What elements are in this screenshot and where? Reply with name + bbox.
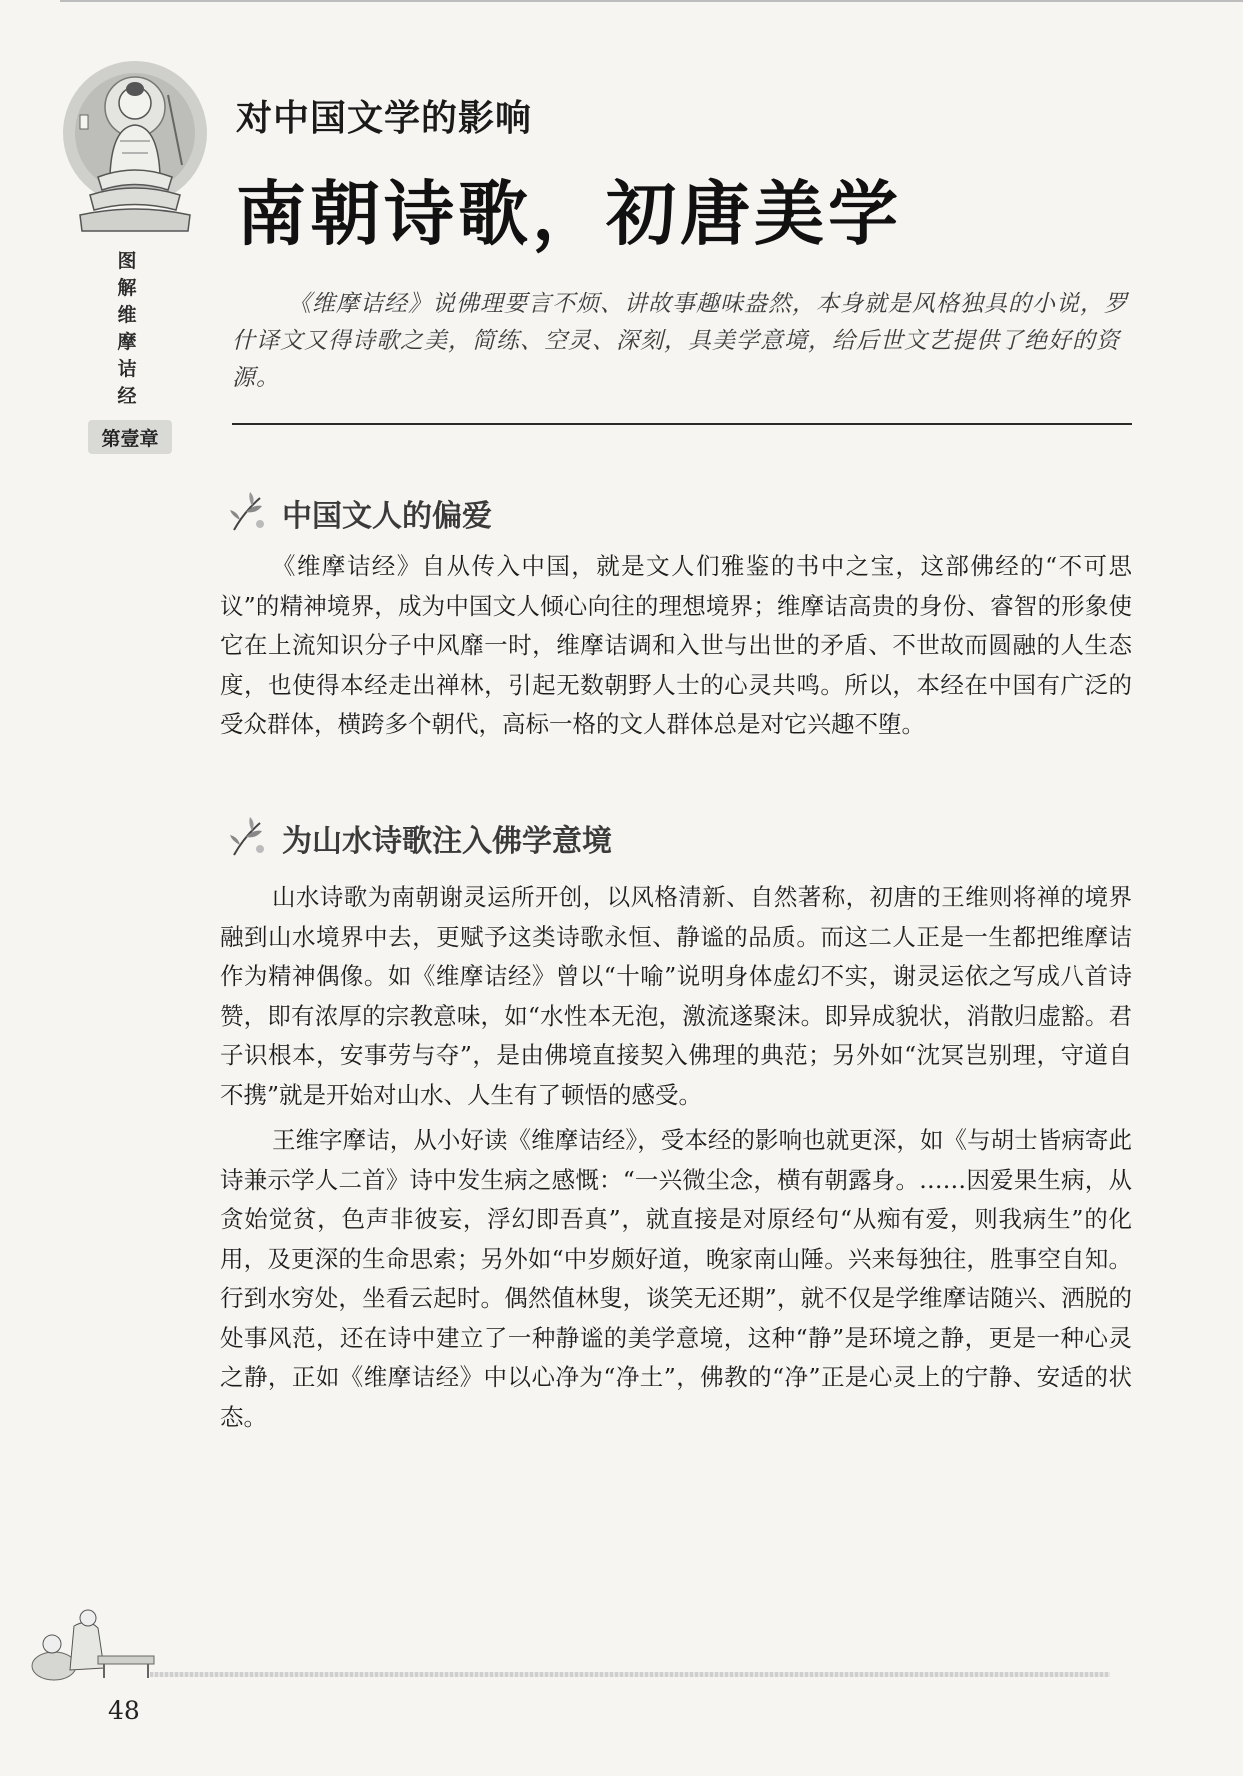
series-char: 维 [117,304,137,326]
scholar-illustration-icon [14,1596,164,1686]
section-heading-2 [226,815,612,861]
section-kicker: 对中国文学的影响 [236,98,533,139]
series-char: 诘 [117,358,137,380]
paragraph: 王维字摩诘，从小好读《维摩诘经》，受本经的影响也就更深，如《与胡士皆病寄此诗兼示学人二首》诗中发生病之感慨：“一兴微尘念，横有朝露身。……因爱果生病，从贪始觉贫，色声非彼妄，浮幻即吾真”，就直接是对原经句“从痴有爱，则我病生”的化用，及更深的生命思索；另外如“中岁颇好道，晚家南山陲。兴来每独往，胜事空自知。行到水穷处，坐看云起时。偶然值林叟，谈笑无还期”，就不仅是学维摩诘随兴、洒脱的处事风范，还在诗中建立了一种静谧的美学意境，这种“静”是环境之静，更是一种心灵之静，正如《维摩诘经》中以心净为“净土”，佛教的“净”正是心灵上的宁静、安适的状态。 [220,1126,1132,1431]
section-heading-1 [226,490,492,536]
series-char: 解 [117,277,137,299]
section-1-body [220,547,1132,745]
series-char: 摩 [117,331,137,353]
section-heading-label: 为山水诗歌注入佛学意境 [282,824,612,859]
footer-rule [150,1672,1110,1677]
paragraph: 《维摩诘经》自从传入中国，就是文人们雅鉴的书中之宝，这部佛经的“不可思议”的精神境界，成为中国文人倾心向往的理想境界；维摩诘高贵的身份、睿智的形象使它在上流知识分子中风靡一时，维摩诘调和入世与出世的矛盾、不世故而圆融的人生态度，也使得本经走出禅林，引起无数朝野人士的心灵共鸣。所以，本经在中国有广泛的受众群体，横跨多个朝代，高标一格的文人群体总是对它兴趣不堕。 [220,552,1132,738]
intro-divider [232,423,1132,425]
plant-icon [226,490,272,536]
plant-icon [226,815,272,861]
section-heading-label: 中国文人的偏爱 [282,499,492,534]
series-char: 图 [117,250,137,272]
series-char: 经 [117,385,137,407]
section-2-body [220,878,1132,1437]
page-title: 南朝诗歌，初唐美学 [236,173,902,255]
top-rule [60,0,1243,2]
series-title [112,248,142,410]
chapter-tag: 第壹章 [88,420,172,454]
intro-paragraph: 《维摩诘经》说佛理要言不烦、讲故事趣味盎然，本身就是风格独具的小说，罗什译文又得诗歌之美，简练、空灵、深刻，具美学意境，给后世文艺提供了绝好的资源。 [232,291,1128,391]
paragraph: 山水诗歌为南朝谢灵运所开创，以风格清新、自然著称，初唐的王维则将禅的境界融到山水境界中去，更赋予这类诗歌永恒、静谧的品质。而这二人正是一生都把维摩诘作为精神偶像。如《维摩诘经》曾以“十喻”说明身体虚幻不实，谢灵运依之写成八首诗赞，即有浓厚的宗教意味，如“水性本无泡，激流遂聚沫。即异成貌状，消散归虚豁。君子识根本，安事劳与夺”，是由佛境直接契入佛理的典范；另外如“沈冥岂别理，守道自不携”就是开始对山水、人生有了顿悟的感受。 [220,883,1132,1109]
page-number: 48 [108,1696,140,1725]
buddha-icon [50,55,210,235]
